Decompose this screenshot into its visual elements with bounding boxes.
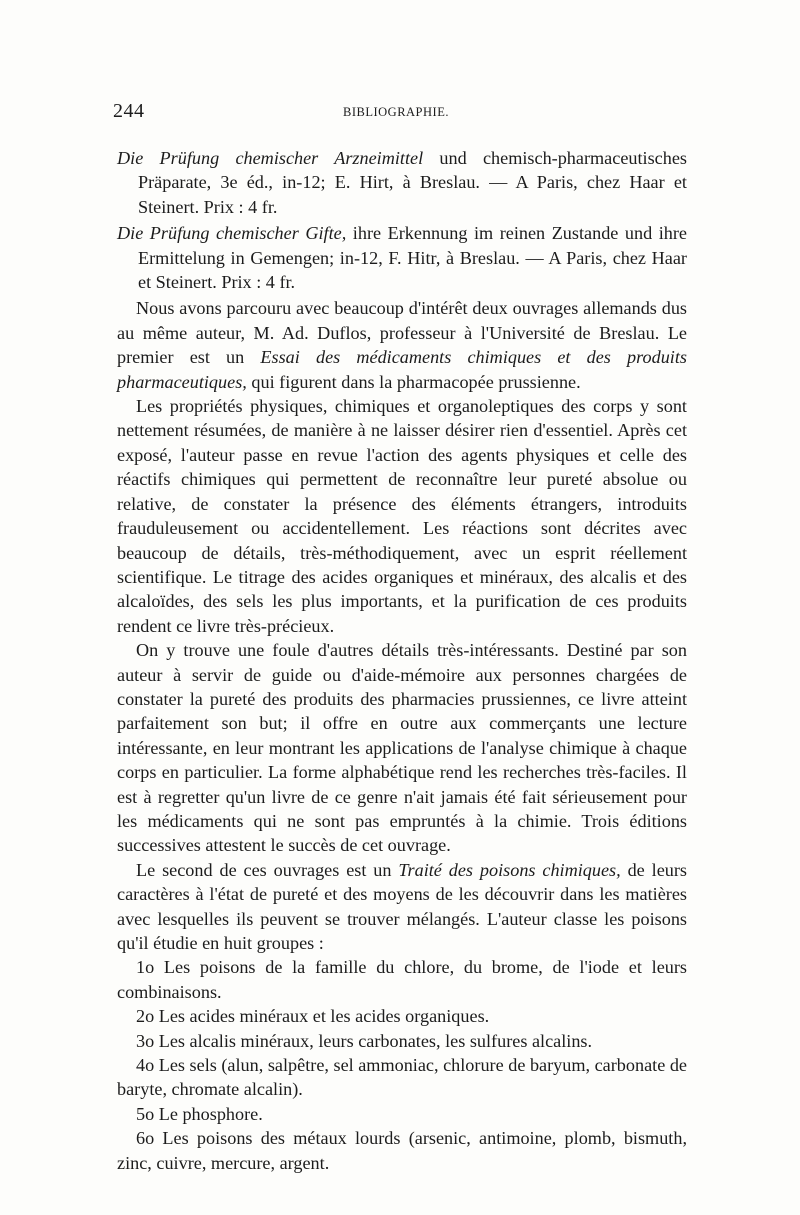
- page-body: [117, 146, 687, 1175]
- poison-group-item: 5o Le phosphore.: [136, 1103, 263, 1124]
- bibliography-details: ihre Erkennung im reinen Zustande und ihre Ermittelung in Gemengen; in-12, F. Hitr, à Breslau. — A Paris, chez Haar et Steinert. Prix : 4 fr.: [138, 223, 687, 293]
- paragraph-details: On y trouve une foule d'autres détails très-intéressants. Destiné par son auteur à servir de guide ou d'aide-mémoire aux personnes chargées de constater la pureté des produits des pharmacies prussiennes, ce livre atteint parfaitement son but; il offre en outre aux commerçants une lecture intéressante, en leur montrant les applications de l'analyse chimique à chaque corps en particulier. La forme alphabétique rend les recherches très-faciles. Il est à regretter qu'un livre de ce genre n'ait jamais été fait sérieusement pour les médicaments qui ne sont pas empruntés à la chimie. Trois éditions successives attestent le succès de cet ouvrage.: [117, 640, 687, 856]
- page-header: [113, 100, 693, 124]
- bibliography-details: und chemisch-pharmaceutisches Präparate, 3e éd., in-12; E. Hirt, à Breslau. — A Paris, chez Haar et Steinert. Prix : 4 fr.: [138, 148, 687, 217]
- running-head: BIBLIOGRAPHIE.: [343, 105, 449, 119]
- poison-group-item: 2o Les acides minéraux et les acides organiques.: [136, 1006, 490, 1027]
- text-run: qui figurent dans la pharmacopée prussienne.: [246, 371, 581, 392]
- poison-group-item: 3o Les alcalis minéraux, leurs carbonates, les sulfures alcalins.: [136, 1030, 593, 1051]
- text-run: de leurs caractères à l'état de pureté et des moyens de les découvrir dans les matières avec lesquelles ils peuvent se trouver mélangés. L'auteur classe les poisons qu'il étudie en huit groupes :: [117, 859, 687, 953]
- poison-group-item: 4o Les sels (alun, salpêtre, sel ammoniac, chlorure de baryum, carbonate de baryte, chromate alcalin).: [117, 1055, 687, 1100]
- paragraph-second-work: [117, 858, 687, 956]
- italic-title: Traité des poisons chimiques,: [398, 859, 621, 880]
- italic-title: Essai des médicaments chimiques et des produits pharmaceutiques,: [117, 347, 687, 392]
- bibliography-entry-2: [117, 221, 687, 294]
- poison-group-item: 6o Les poisons des métaux lourds (arsenic, antimoine, plomb, bismuth, zinc, cuivre, mercure, argent.: [117, 1128, 687, 1173]
- book-title: Die Prüfung chemischer Arzneimittel: [117, 148, 424, 168]
- book-title: Die Prüfung chemischer Gifte,: [117, 223, 347, 244]
- text-run: Le second de ces ouvrages est un: [136, 859, 399, 880]
- text-run: Nous avons parcouru avec beaucoup d'intérêt deux ouvrages allemands dus au même auteur, M. Ad. Duflos, professeur à l'Université de Breslau. Le premier est un: [117, 298, 687, 368]
- paragraph-introduction: [117, 296, 687, 394]
- page-number: 244: [113, 100, 145, 122]
- poison-group-item: 1o Les poisons de la famille du chlore, du brome, de l'iode et leurs combinaisons.: [117, 957, 687, 1002]
- bibliography-entry-1: [117, 146, 687, 219]
- paragraph-properties: Les propriétés physiques, chimiques et organoleptiques des corps y sont nettement résumées, de manière à ne laisser désirer rien d'essentiel. Après cet exposé, l'auteur passe en revue l'action des agents physiques et celle des réactifs chimiques qui permettent de reconnaître leur pureté absolue ou relative, de constater la présence des éléments étrangers, introduits frauduleusement ou accidentellement. Les réactions sont décrites avec beaucoup de détails, très-méthodiquement, avec un esprit réellement scientifique. Le titrage des acides organiques et minéraux, des alcalis et des alcaloïdes, des sels les plus importants, et la purification de ces produits rendent ce livre très-précieux.: [117, 396, 687, 636]
